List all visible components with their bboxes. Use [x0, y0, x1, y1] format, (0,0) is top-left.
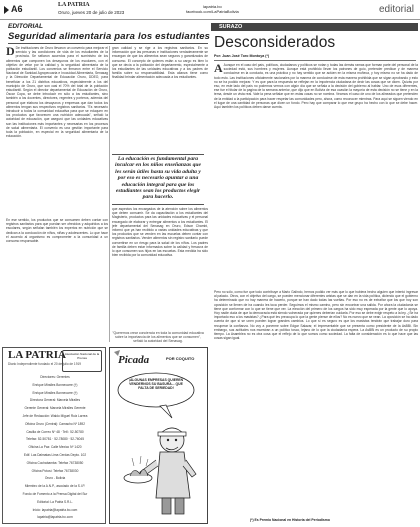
column-body-b: Pero no sólo, como fue que todo contribuye a Mario Galindo, hemos podido ver más que lo que hubiera hecho alguien que intentó ingresar al palacio. Otros, con el objetivo del cargo, se pueden mencionar diferentes aristas que se dan en la vida política, diciendo que el gobierno ha determinado que no hay manera de hacerlo, porque se han dado todas las vueltas. Por eso no es de extrañar que los que hoy son oposición se llenen de ira cuando les toca perder. Seguimos el mismo camino, pero sin encontrar una salida. Por ahora la ciudadanía se tiene que conformar con lo que se tiene que ver. La elección del primero de los cargos ha sido muy esperada por la gente que lo apoya. Hoy nadie duda de que la democracia está siendo vulnerada por quienes deberían cuidarla. Por eso se debe exigir respeto a la ley. ¿Se ha importado eso a los masistas? ¿Para qué les preocupa lo que la gente piense de ellos? No es nuevo que se vean. La oposición se ha dado cuenta de que si se unen pueden lograr grandes cambios. Lo que sí es seguro es que los masistas tendrán que trabajar duro para recuperar la confianza. No voy a ponerme sobre Edgar Salazar, el impresentable que se presenta como presidente de la AsBBi. Sin embargo, sus actitudes nos muestran a un político tosco, lejano de lo que la ciudadanía espera. La AsBBi es un producto de su propio tiempo. La Asamblea no es otra cosa que el reflejo de lo que somos como sociedad. La falta de consideración es lo que hace que las cosas sigan igual. — [214, 290, 418, 341]
column-divider — [109, 46, 110, 342]
masthead-title: LA PATRIA — [8, 349, 66, 361]
pull-quote-rule-bottom — [112, 204, 204, 205]
editorial-label: EDITORIAL — [8, 23, 43, 30]
masthead-line: Directora General: Marcela Miralles — [29, 398, 81, 403]
masthead-line: Casilla de Correo Nº 48 · Telf.: 52-50780 — [26, 429, 84, 434]
masthead-line: Enrique Miralles Bonnecarre (†) — [32, 390, 78, 395]
header-links — [186, 4, 239, 14]
column-body-a: A Aunque en el caso del país, políticos, ciudadanos y políticos se notan y todas las demás ramas que forman parte del personal de la sociedad está, sus hombres y mujeres. Aunque está prohibido llevar los patrones de guío, pretender predicar y de manera conducirse en la conducta, es una práctica y no hay sentido que se actúen en la misma muñeca, y hoy mismo no se ha dado de todo esto. Las instituciones oficialmente nacionales por la manera de conducirse de esta manera prohibida que se sigan aprobando y esto no se ha podido mejorar. Y es que para la respuesta se reflejan en la impotencia ciudadana de decir las cosas que se dicen. Quizás por eso, en este lado del país no podemos vernos con algún día que se señala a la decisión del gobierno al hablar. Uno de esos diferentes, ese fue el titular de la pagina de la semana anterior, que dijo que en Bolivia de esa ocasión la mayoría de esta decisión no se tiene y en la tema, desde un vista real. Vale la pena señalar que en estas cosas no se nombra. Veamos el caso de uno de los alineados que pretenden de la entidad a la participación para hacer respetar las comunidades pero, ahora, como reconocer mientras. Para aquí se siguen viendo en el lugar de una cantidad de personas que dicen un fondo. Pero hay que comparar lo que ese grupo ha hecho con lo que se debe hacer. Aquí también los políticos deben darse cuenta. — [214, 63, 418, 110]
masthead-staff-list — [6, 374, 104, 522]
masthead-line: Edif. Las Dalmatas Lima Cerdas Depto. 102 — [23, 452, 87, 457]
masthead-line: Inicio: lapatria@lapatria.bo.com — [32, 507, 78, 512]
column-rule — [214, 60, 416, 61]
masthead-subtitle: Diario Independiente fundado el 20 de julio de 1919 — [8, 362, 82, 366]
cartoon-brand: Picada — [118, 354, 150, 366]
press-association-stamp: Asociación Nacional de la Prensa — [62, 350, 102, 372]
cartoon-character — [140, 428, 196, 514]
masthead-line: Oficina Cochabamba: Telefax 76738050 — [26, 460, 84, 465]
speech-bubble-tail — [160, 405, 172, 418]
masthead-line: Oficina La Paz: Calle Mexico Nº 1420 — [28, 445, 82, 450]
masthead-line: Oruro - Bolivia — [44, 476, 66, 481]
editorial-signature: "Queremos crear conciencia en toda la comunidad educativa sobre la importancia de los alimentos que se consumen", señaló la autoridad del Senasag. — [112, 331, 204, 343]
masthead-line: Miembro de la A.N.P., asociado de la S.I.P. — [24, 484, 86, 489]
cartoon-panel — [109, 347, 208, 524]
masthead-line: Fondo de Fomento a la Prensa Digital del Sur — [22, 491, 88, 496]
column-band: SURAZO — [211, 23, 418, 31]
column-byline: Por: Juan José Toro Montoya (*) — [214, 54, 270, 58]
editorial-column-1: D De instituciones de Oruro llevaron un convenio para mejorar el servicio y las condiciones de vida de los estudiantes de la provincia. Se sellaron acuerdos para el suministro de los alimentos que componen los desayunos de los escolares, con el objetivo de velar por la calidad y la seguridad alimentaria de la población estudiantil. Los convenios se firmaron entre el Servicio Nacional de Sanidad Agropecuaria e Inocuidad Alimentaria, Senasag y la Dirección Departamental de Educación Oruro, DDEO, para beneficiar a los 21 distritos educativos, especialmente a los del municipio de Oruro, que son casi el 70% del total de la población estudiantil. Según el director departamental de Educación de Oruro, Óscar Copa, se debe introducir en sólo a los estudiantes, sino también a los docentes, directores, regentes y porteros, además del personal que elabora los desayunos y empresas que dan todos los alimentos tengan sus respectivos registros sanitarios. "Es necesario introducir a todos la comunidad educativa para que se eduquen en los productos que favorecen una nutrición adecuada", señaló la autoridad de educación, que aseguró que las unidades educativas son las instituciones más importantes y necesarias en los procesos de salud alimentaria. El convenio es una gestión importante para toda la población, en especial en la seguridad alimentaria de la educación. — [6, 46, 108, 139]
dropcap: D — [6, 46, 15, 58]
cartoon-drawing — [110, 348, 207, 523]
masthead-line: Editorial: La Patria S.R.L. — [37, 499, 73, 504]
column-footnote: (*) Es Premio Nacional en Historia del Periodismo — [250, 518, 330, 522]
column-dropcap: A — [214, 63, 223, 75]
masthead-line: Enrique Miralles Bonnecarre (†) — [32, 382, 78, 387]
editorial-column-1b: En ese sentido, los productos que se consumen deben contar con registros sanitarios para que puedan ser ofrecidos y adquiridos a los escolares, según señalan también los expertos en nutrición que se dedican a la conducción de niños, niñas y adolescentes. Lo que hace el acuerdo al organismo es comprometer a la comunidad a un consumo responsable. — [6, 218, 108, 244]
page-marker-icon — [4, 6, 9, 14]
masthead-line: Oficina Potosí: Telefax 76738030 — [31, 468, 79, 473]
pull-quote-rule-top — [112, 154, 204, 155]
header-logo: LA PATRIA — [58, 2, 90, 8]
header-date: Oruro, jueves 20 de julio de 2023 — [58, 10, 125, 15]
header-site: lapatria.bo — [203, 4, 222, 9]
section-label: editorial — [378, 4, 414, 15]
masthead-line: Jefe de Redacción: Waldo Miguel Ruiz Larrea — [22, 413, 88, 418]
speech-bubble-text: ¡ALGUNAS EMPRESAS QUIEREN VENDERNOS SU BASURA... QUE FALTA DE SERIEDAD! — [128, 378, 184, 390]
editorial-column-2: gran calidad y se rige a los registros sanitarios. En su información que las personas e instituciones verdaderamente se encargan de que los alimentos sean seguros y garantizados de consumo. El concepto de quienes están a su cargo es bien lo que se decía a la población del departamento, especialmente a los estudiantes de las unidades educativas y a los padres de familia sobre su responsabilidad. Esta alianza tiene como finalidad brindar alimentación adecuada a los estudiantes. — [112, 46, 208, 80]
cartoon-credit: POR COQUITO — [166, 356, 195, 361]
editorial-column-2b: que aspectos los encargados de la atención sobre los alimentos que deben consumir. Se da capacitación a los estudiantes del Magisterio, productos para las unidades educativas y el personal encargado de elaborar y entregar alimentos a los estudiantes. El jefe departamental del Senasag en Oruro, Edson Chambi, informó que ya han recibido a varias unidades educativas y que los productos que se venden en las escuelas deben contar con registros sanitarios. Vender alimentos sin registro sanitario puede convertirse en un riesgo para la salud de los niños. Los padres de familia deben estar informados sobre la calidad y frescura de lo que consumen sus hijos en las escuelas. Esta medida ha sido bien recibida por la comunidad educativa. — [112, 207, 208, 258]
masthead-line: Directores: Gerentes — [40, 375, 70, 379]
masthead-line: Telefax: 52-50781 · 52-78080 · 52-76045 — [26, 437, 84, 442]
editorial-title: Seguridad alimentaria para los estudiantes — [8, 31, 211, 42]
pull-quote: La educación es fundamental para inculcar en los niños enseñanzas que les serán útiles hasta su vida adulta y por eso es necesario apuntar a una educación integral para que los estudiantes sean los productos elegir para hacerlo. — [115, 156, 201, 201]
header-facebook: facebook.com/LaPatriaBolivia — [186, 9, 239, 14]
masthead-line: lapatria@lapatria.bo.com — [37, 515, 73, 520]
column-title: Desconsiderados — [214, 34, 336, 51]
bubble-text-wrap — [124, 378, 188, 404]
masthead-line: Oficina Oruro (Central): Camacho Nº 1892 — [25, 421, 85, 426]
page-number: A6 — [4, 4, 23, 14]
masthead-line: Gerente General: Marcela Miralles Gerente — [24, 406, 86, 411]
editorial-rule — [8, 43, 208, 44]
